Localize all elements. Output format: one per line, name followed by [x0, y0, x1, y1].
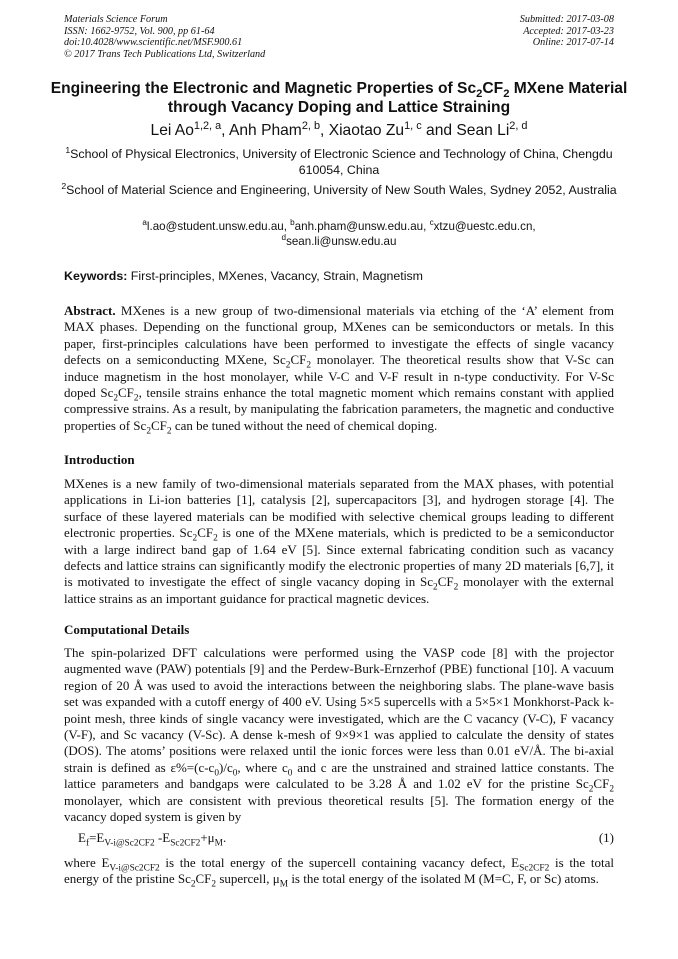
introduction-paragraph: MXenes is a new family of two-dimensional materials separated from the MAX phases, with potential applications in Li-ion batteries [1], catalysis [2], supercapacitors [3], and hydrogen storage [4]. The surface of these layered materials can be modified with selective chemical groups leading to different electronic properties. $Sc_2CF_2$ is one of the MXene materials, which is predicted to be a semiconductor with a large indirect band gap of 1.64 eV [5]. Since external fabricating condition such as vacancy defects and lattice strains can significantly modify the electronic properties of many 2D materials [6,7], it is motivated to investigate the effect of single vacancy doping in $Sc_2CF_2$ monolayer with the external lattice strains as an important guidance for practical magnetic devices. [64, 476, 615, 606]
email-link: xtzu@uestc.edu.cn, [433, 220, 536, 233]
journal-header [64, 14, 265, 60]
author-emails: $^a$l.ao@student.unsw.edu.au, $^b$anh.pham@unsw.edu.au, $^c$xtzu@uestc.edu.cn, $^d$sean.li@unsw.edu.au [142, 218, 536, 248]
doi-line: doi:10.4028/www.scientific.net/MSF.900.61 [64, 37, 243, 49]
issn-line: ISSN: 1662-9752, Vol. 900, pp 61-64 [64, 25, 215, 37]
email-link: anh.pham@unsw.edu.au, [294, 220, 430, 233]
journal-name: Materials Science Forum [64, 14, 168, 25]
submitted-date: Submitted: 2017-03-08 [519, 14, 614, 25]
email-link: l.ao@student.unsw.edu.au, [146, 220, 291, 233]
computational-paragraph: The spin-polarized DFT calculations were performed using the VASP code [8] with the projector augmented wave (PAW) potentials [9] and the Perdew-Burk-Ernzerhof (PBE) functional [10]. A vacuum region of 20 Å was used to avoid the interactions between the neighboring slabs. The plane-wave basis set was expanded with a cutoff energy of 400 eV. Using 5×5 supercells with a 5×5×1 Monkhorst-Pack k-point mesh, three kinds of single vacancy were investigated, which are the C vacancy (V-C), F vacancy (V-F), and Sc vacancy (V-Sc). A dense k-mesh of 9×9×1 was applied to calculate the density of states (DOS). The atoms’ positions were relaxed until the ionic forces were less than 0.01 eV/Å. The bi-axial strain is defined as $\varepsilon\%=(c-c_0)/c_0$, where $c_0$ and c are the unstrained and strained lattice constants. The lattice parameters and bandgaps were calculated to be 3.28 Å and 1.02 eV for the pristine $Sc_2CF_2$ monolayer, which are consistent with previous theoretical results [5]. The formation energy of the vacancy doped system is given by [64, 645, 615, 825]
author-name: Xiaotao Zu [328, 122, 405, 139]
keywords-line: Keywords: First-principles, MXenes, Vacancy, Strain, Magnetism [64, 269, 423, 283]
equation-number: (1) [598, 830, 614, 845]
computational-heading: Computational Details [64, 622, 190, 637]
accepted-date: Accepted: 2017-03-23 [523, 25, 614, 37]
formation-energy-equation: $E_f=E_{V-i@Sc2CF2}$ $-E_{Sc2CF2}+\mu_M$. (1) [78, 830, 614, 849]
email-link: sean.li@unsw.edu.au [286, 234, 397, 248]
author-name: Anh Pham [228, 122, 302, 139]
equation-explanation: where $E_{V-i@Sc2CF2}$ is the total energy of the supercell containing vacancy defect, $E_{Sc2CF2}$ is the total energy of the pristine $Sc_2CF_2$ supercell, $\mu_M$ is the total energy of the isolated M (M=C, F, or Sc) atoms. [64, 855, 614, 890]
introduction-heading: Introduction [64, 452, 135, 467]
copyright-line: © 2017 Trans Tech Publications Ltd, Switzerland [64, 48, 266, 60]
affiliation-1: $^1$School of Physical Electronics, University of Electronic Science and Technology of China, Chengdu 610054, China [65, 144, 613, 177]
online-date: Online: 2017-07-14 [532, 37, 614, 49]
abstract-paragraph: Abstract. MXenes is a new group of two-dimensional materials via etching of the ‘A’ element from MAX phases. Depending on the functional group, MXenes can be semiconductors or metals. In this paper, first-principles calculations have been performed to investigate the effects of single vacancy defects on a semiconducting MXene, $Sc_2CF_2$ monolayer. The theoretical results show that V-Sc can induce magnetism in the host monolayer, while V-C and V-F result in n-type conductivity. For V-Sc doped $Sc_2CF_2$, tensile strains enhance the total magnetic moment which remains constant with applied compressive strains. As a result, by manipulating the fabrication parameters, the magnetic and conductive properties of $Sc_2CF_2$ can be tuned without the need of chemical doping. [64, 303, 614, 437]
author-list: Lei Ao$^{1,2, a}$, Anh Pham$^{2, b}$, Xiaotao Zu$^{1, c}$ and Sean Li$^{2, d}$ [150, 119, 528, 139]
author-name: Lei Ao [150, 122, 194, 139]
affiliation-2: $^2$School of Material Science and Engineering, University of New South Wales, Sydney 2052, Australia [61, 180, 617, 197]
paper-title: Engineering the Electronic and Magnetic Properties of $Sc_2CF_2$ MXene Material through Vacancy Doping and Lattice Straining [50, 80, 628, 116]
author-name: Sean Li [456, 122, 510, 139]
dates-header [520, 14, 614, 49]
